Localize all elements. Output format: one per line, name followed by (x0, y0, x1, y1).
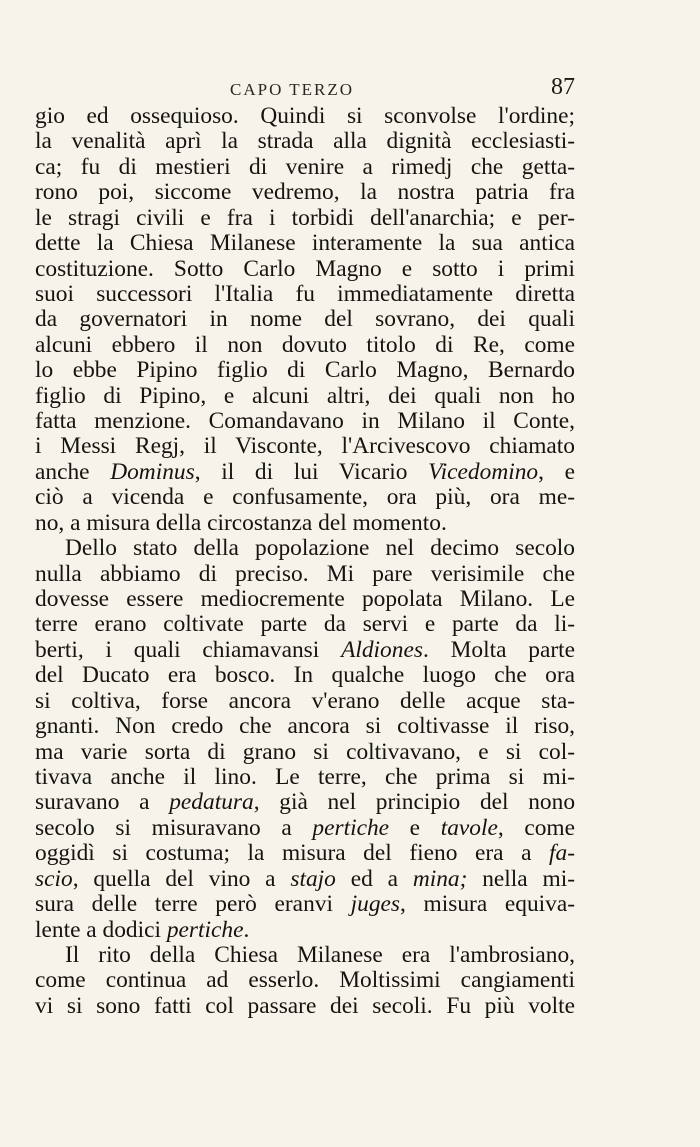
text-line: nulla abbiamo di preciso. Mi pare verisimile che (35, 560, 575, 587)
text-line: oggidì si costuma; la misura del fieno era a fa- (35, 840, 575, 867)
text-line: ciò a vicenda e confusamente, ora più, ora me- (35, 484, 575, 511)
text-line: suravano a pedatura, già nel principio del nono (35, 789, 576, 816)
text-line: come continua ad esserlo. Moltissimi cangiamenti (35, 967, 575, 994)
text-line: berti, i quali chiamavansi Aldiones. Molta parte (35, 636, 575, 663)
text-line: scio, quella del vino a stajo ed a mina; nella mi- (35, 865, 575, 892)
text-line: secolo si misuravano a pertiche e tavole, come (35, 814, 575, 841)
body-text (35, 104, 575, 1019)
text-line: vi si sono fatti col passare dei secoli. Fu più volte (35, 992, 575, 1019)
text-line: alcuni ebbero il non dovuto titolo di Re, come (35, 331, 575, 358)
text-line: lo ebbe Pipino figlio di Carlo Magno, Bernardo (35, 357, 575, 384)
text-line: anche Dominus, il di lui Vicario Vicedomino, e (35, 458, 576, 485)
text-line: gio ed ossequioso. Quindi si sconvolse l'ordine; (35, 103, 575, 129)
text-line: da governatori in nome del sovrano, dei quali (35, 306, 575, 333)
text-line: terre erano coltivate parte da servi e parte da li- (35, 611, 575, 638)
text-line: costituzione. Sotto Carlo Magno e sotto i primi (35, 255, 575, 282)
text-line: figlio di Pipino, e alcuni altri, dei quali non ho (35, 382, 575, 409)
page-number: 87 (551, 74, 575, 100)
text-line: sura delle terre però eranvi juges, misura equiva- (35, 891, 576, 918)
text-line: la venalità aprì la strada alla dignità ecclesiasti- (35, 128, 575, 155)
text-line: dette la Chiesa Milanese interamente la sua antica (35, 230, 575, 257)
text-line: si coltiva, forse ancora v'erano delle acque sta- (35, 687, 575, 714)
paragraph-first-line: Dello stato della popolazione nel decimo secolo (65, 535, 575, 562)
paragraph-first-line: Il rito della Chiesa Milanese era l'ambrosiano, (65, 941, 575, 968)
page-header (230, 74, 575, 104)
text-line: del Ducato era bosco. In qualche luogo che ora (35, 662, 575, 689)
text-line: tivava anche il lino. Le terre, che prima si mi- (35, 763, 575, 790)
text-line: ca; fu di mestieri di venire a rimedj che getta- (35, 153, 575, 180)
text-line: dovesse essere mediocremente popolata Milano. Le (35, 586, 575, 613)
paragraph-end-line: no, a misura della circostanza del momento. (35, 509, 447, 536)
running-title: CAPO TERZO (230, 80, 355, 99)
text-line: ma varie sorta di grano si coltivavano, e si col- (35, 738, 575, 765)
text-line: i Messi Regj, il Visconte, l'Arcivescovo chiamato (35, 433, 575, 460)
text-line: le stragi civili e fra i torbidi dell'anarchia; e per- (35, 204, 575, 231)
text-line: suoi successori l'Italia fu immediatamente diretta (35, 280, 575, 307)
text-line: rono poi, siccome vedremo, la nostra patria fra (35, 179, 575, 206)
paragraph-end-line: lente a dodici pertiche. (35, 916, 250, 943)
text-line: gnanti. Non credo che ancora si coltivasse il riso, (35, 713, 575, 740)
text-line: fatta menzione. Comandavano in Milano il Conte, (35, 408, 575, 435)
